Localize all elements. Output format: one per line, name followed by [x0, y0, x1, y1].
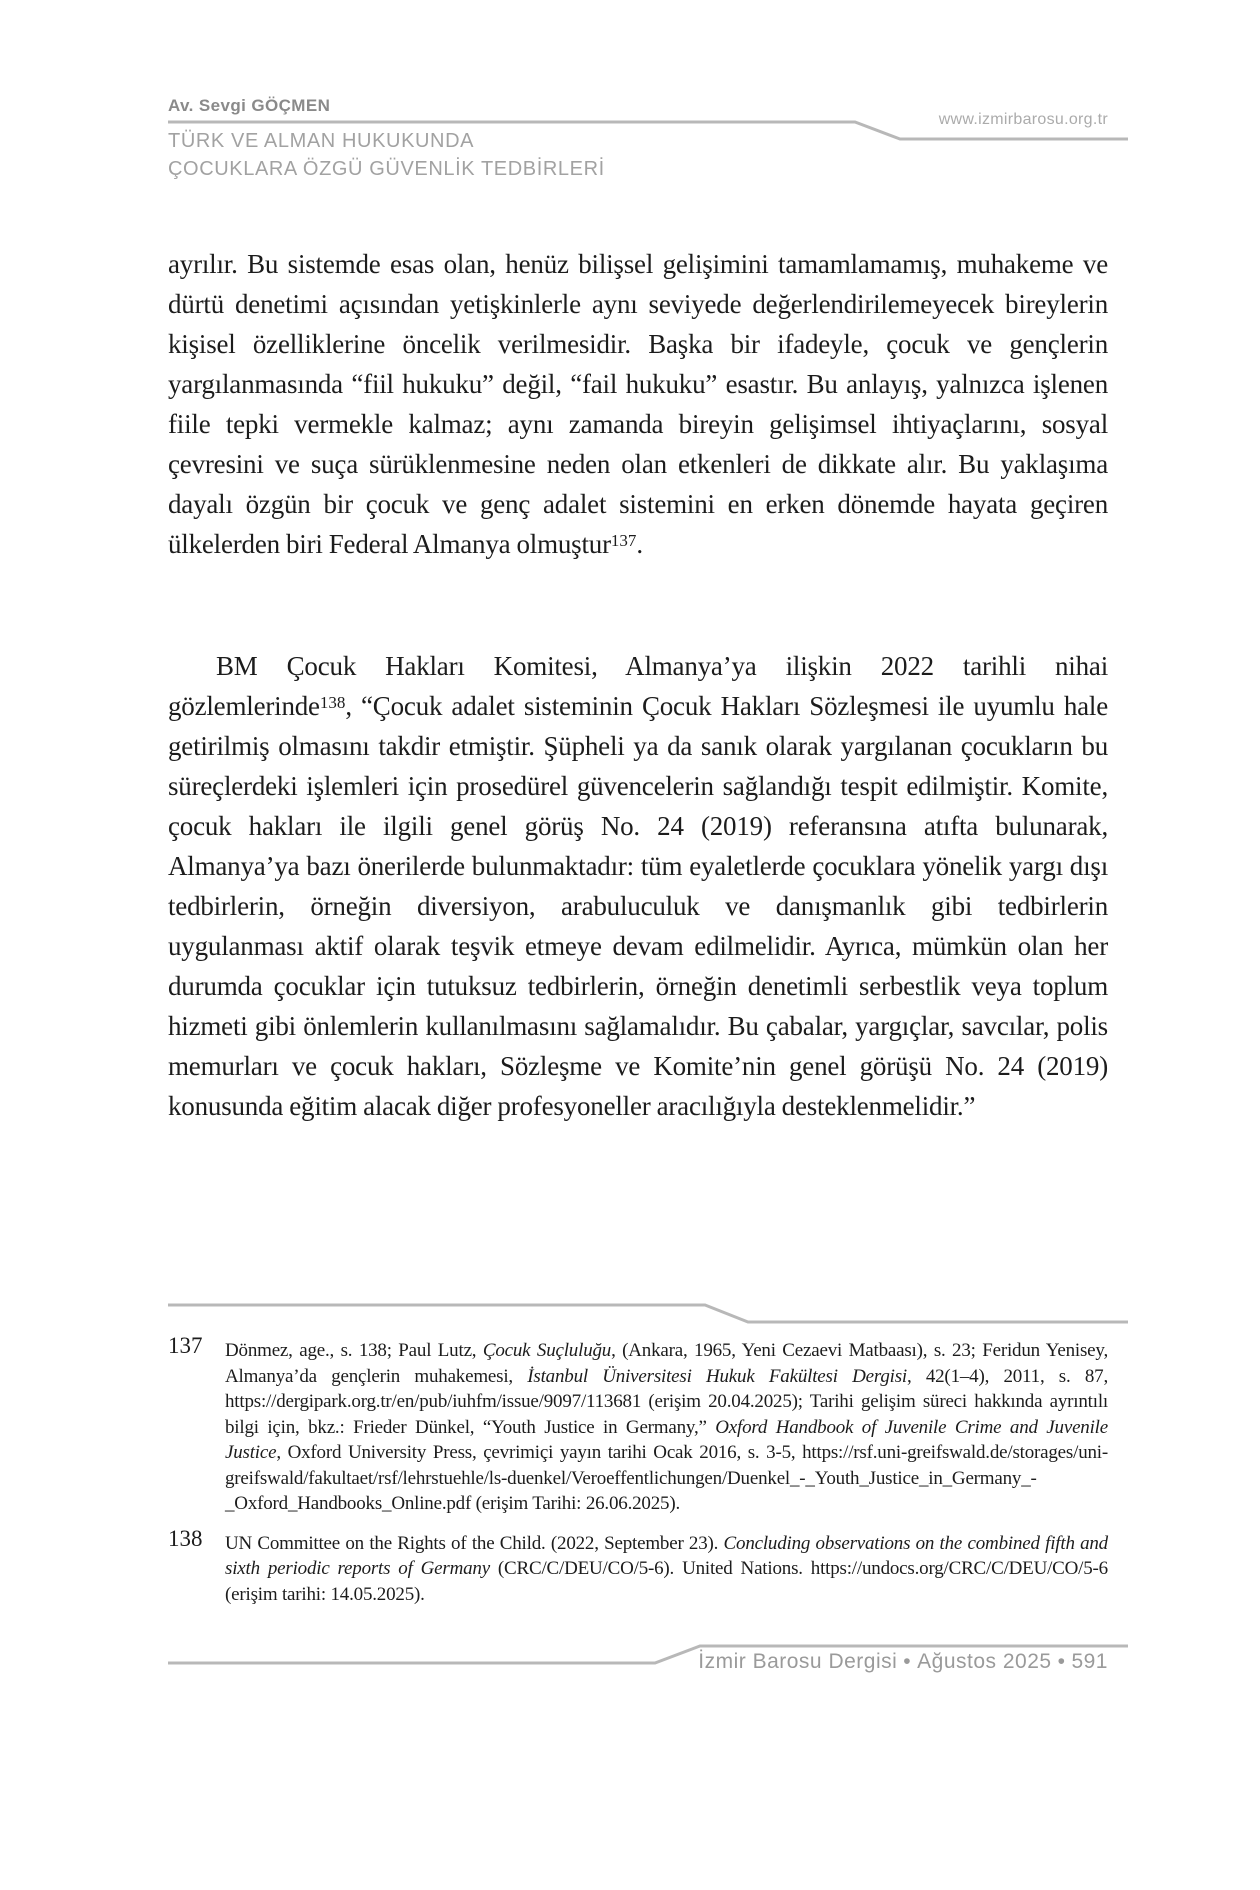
footer-journal-name: İzmir Barosu Dergisi: [698, 1650, 898, 1673]
footer-bullet-icon: •: [1057, 1650, 1066, 1673]
text-run: Concluding observations on the combined fifth and sixth periodic reports of Germany: [225, 1532, 1108, 1579]
footnote-ref: 138: [319, 693, 346, 712]
text-run: UN Committee on the Rights of the Child. (2022, September 23).: [225, 1532, 724, 1554]
text-run: İstanbul Üniversitesi Hukuk Fakültesi Dergisi: [527, 1365, 907, 1387]
text-run: BM Çocuk Hakları Komitesi, Almanya’ya ilişkin 2022 tarihli nihai gözlemlerinde: [168, 651, 1108, 721]
footnote-text: [225, 1533, 1108, 1605]
footnote-138: [168, 1525, 1108, 1608]
header-website: www.izmirbarosu.org.tr: [938, 111, 1108, 128]
text-run: , Oxford University Press, çevrimiçi yayın tarihi Ocak 2016, s. 3-5, https://rsf.uni-greifswald.de/storages/uni-greifswald/fakultaet/rsf/lehrstuehle/ls-duenkel/Veroeffentlichungen/Duenkel_-_Youth_Justice_in_Germany_-_Oxford_Handbooks_Online.pdf (erişim Tarihi: 26.06.2025).: [225, 1442, 1108, 1514]
header-title-line2: ÇOCUKLARA ÖZGÜ GÜVENLİK TEDBİRLERİ: [168, 158, 605, 180]
text-run: ayrılır. Bu sistemde esas olan, henüz bilişsel gelişimini tamamlamamış, muhakeme ve dürtü denetimi açısından yetişkinlerle aynı seviyede değerlendirilemeyecek bireylerin kişisel özelliklerine öncelik verilmesidir. Başka bir ifadeyle, çocuk ve gençlerin yargılanmasında “fiil hukuku” değil, “fail hukuku” esastır. Bu anlayış, yalnızca işlenen fiile tepki vermekle kalmaz; aynı zamanda bireyin gelişimsel ihtiyaçlarını, sosyal çevresini ve suça sürüklenmesine neden olan etkenleri de dikkate alır. Bu yaklaşıma dayalı özgün bir çocuk ve genç adalet sistemini en erken dönemde hayata geçiren ülkelerden biri Federal Almanya olmuştur: [168, 249, 1108, 559]
text-run: Çocuk Suçluluğu: [482, 1340, 612, 1361]
paragraph-2: [168, 646, 1108, 1126]
text-run: , (Ankara, 1965, Yeni Cezaevi Matbaası), s. 23; Feridun Yenisey, Almanya’da gençlerin muhakemesi,: [225, 1340, 1109, 1387]
footnote-number: 137: [168, 1333, 203, 1358]
header-title-line1: TÜRK VE ALMAN HUKUKUNDA: [168, 130, 475, 152]
text-run: .: [636, 529, 643, 559]
text-run: Oxford Handbook of Juvenile Crime and Juvenile Justice: [225, 1416, 1108, 1463]
footnote-text: [225, 1340, 1108, 1514]
footer-issue: Ağustos 2025: [917, 1650, 1052, 1673]
footnote-number: 138: [168, 1525, 203, 1551]
footer-page-number: 591: [1071, 1650, 1108, 1673]
header-article-title: [168, 127, 868, 183]
footnote-rule: [168, 1305, 1128, 1322]
footnote-ref: 137: [610, 531, 637, 550]
footer-bullet-icon: •: [903, 1650, 912, 1673]
footnote-137: [168, 1333, 1109, 1517]
footnotes: [168, 1333, 1109, 1607]
text-run: , 42(1–4), 2011, s. 87, https://dergipark.org.tr/en/pub/iuhfm/issue/9097/113681 (erişim 20.04.2025); Tarihi gelişim süreci hakkında ayrıntılı bilgi için, bkz.: Frieder Dünkel, “Youth Justice in Germany,”: [225, 1365, 1108, 1438]
page-footer: [168, 1650, 1108, 1674]
paragraph-1: [168, 244, 1108, 564]
text-run: , “Çocuk adalet sisteminin Çocuk Hakları Sözleşmesi ile uyumlu hale getirilmiş olmasını takdir etmiştir. Şüpheli ya da sanık olarak yargılanan çocukların bu süreçlerdeki işlemleri için prosedürel güvencelerin sağlandığı tespit edilmiştir. Komite, çocuk hakları ile ilgili genel görüş No. 24 (2019) referansına atıfta bulunarak, Almanya’ya bazı önerilerde bulunmaktadır: tüm eyaletlerde çocuklara yönelik yargı dışı tedbirlerin, örneğin diversiyon, arabuluculuk ve danışmanlık gibi tedbirlerin uygulanması aktif olarak teşvik etmeye devam edilmelidir. Ayrıca, mümkün olan her durumda çocuklar için tutuksuz tedbirlerin, örneğin denetimli serbestlik veya toplum hizmeti gibi önlemlerin kullanılmasını sağlamalıdır. Bu çabalar, yargıçlar, savcılar, polis memurları ve çocuk hakları, Sözleşme ve Komite’nin genel görüşü No. 24 (2019) konusunda eğitim alacak diğer profesyoneller aracılığıyla desteklenmelidir.”: [168, 691, 1108, 1121]
text-run: Dönmez, age., s. 138; Paul Lutz,: [225, 1340, 483, 1361]
header-author: Av. Sevgi GÖÇMEN: [168, 96, 331, 115]
text-run: (CRC/C/DEU/CO/5-6). United Nations. https://undocs.org/CRC/C/DEU/CO/5-6 (erişim tarihi: 14.05.2025).: [225, 1558, 1108, 1605]
